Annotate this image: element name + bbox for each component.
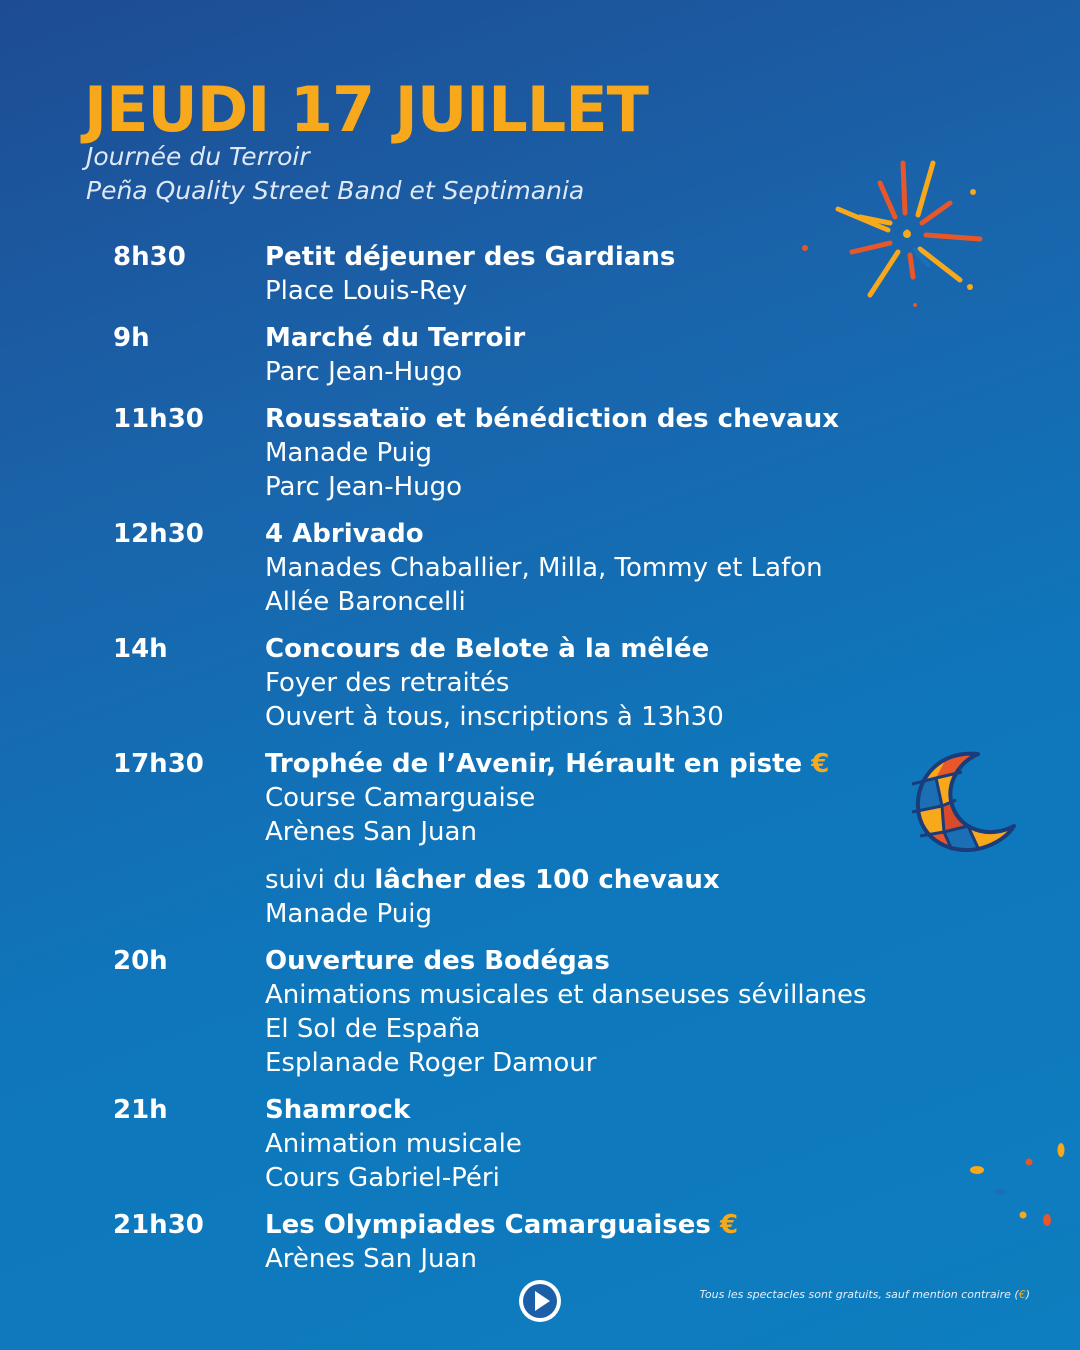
event-location: Arènes San Juan	[265, 1244, 477, 1274]
subtitle-theme: Journée du Terroir	[86, 142, 310, 171]
event-detail: Ouvert à tous, inscriptions à 13h30	[265, 702, 724, 732]
event-item	[0, 632, 1080, 734]
event-time: 9h	[113, 323, 150, 353]
page-title: JEUDI 17 JUILLET	[84, 73, 648, 146]
event-item	[0, 240, 1080, 308]
followup-detail: Manade Puig	[265, 899, 432, 929]
event-title: Petit déjeuner des Gardians	[265, 242, 676, 272]
event-item	[0, 1208, 1080, 1276]
event-location: Foyer des retraités	[265, 668, 510, 698]
footer-note-end: )	[1025, 1288, 1030, 1301]
event-time: 14h	[113, 634, 168, 664]
footer-note	[700, 1288, 1030, 1301]
event-item	[0, 517, 1080, 619]
event-detail: Animation musicale	[265, 1129, 522, 1159]
event-title: Trophée de l’Avenir, Hérault en piste	[265, 749, 803, 779]
paid-euro-icon: €	[811, 749, 830, 779]
footer-euro: €	[1018, 1288, 1026, 1301]
event-time: 17h30	[113, 749, 204, 779]
event-title: Ouverture des Bodégas	[265, 946, 610, 976]
event-location: Cours Gabriel-Péri	[265, 1163, 500, 1193]
event-detail: Course Camarguaise	[265, 783, 536, 813]
event-location: Parc Jean-Hugo	[265, 357, 463, 387]
paid-euro-icon: €	[719, 1210, 739, 1240]
event-item	[0, 1093, 1080, 1195]
event-time: 21h	[113, 1095, 168, 1125]
event-location: Esplanade Roger Damour	[265, 1048, 597, 1078]
event-item	[0, 402, 1080, 504]
event-location: Place Louis-Rey	[265, 276, 468, 306]
event-time: 21h30	[113, 1210, 204, 1240]
event-title-row	[265, 1208, 1080, 1242]
event-location: Arènes San Juan	[265, 817, 477, 847]
event-time: 12h30	[113, 519, 204, 549]
event-title: 4 Abrivado	[265, 519, 424, 549]
event-title: Shamrock	[265, 1095, 411, 1125]
confetti-icon	[960, 1135, 1070, 1235]
followup-title-row	[265, 863, 1080, 897]
event-title: Concours de Belote à la mêlée	[265, 634, 710, 664]
play-button-icon[interactable]	[518, 1279, 562, 1323]
footer-note-text: Tous les spectacles sont gratuits, sauf mention contraire (	[699, 1288, 1019, 1301]
event-time: 11h30	[113, 404, 204, 434]
event-detail: Animations musicales et danseuses sévillanes	[265, 980, 867, 1010]
event-time: 20h	[113, 946, 168, 976]
event-time: 8h30	[113, 242, 186, 272]
event-detail: Manade Puig	[265, 438, 432, 468]
event-title: Marché du Terroir	[265, 323, 526, 353]
event-title: Roussataïo et bénédiction des chevaux	[265, 404, 839, 434]
event-location: Parc Jean-Hugo	[265, 472, 463, 502]
event-detail: Manades Chaballier, Milla, Tommy et Lafon	[265, 553, 823, 583]
event-location: Allée Baroncelli	[265, 587, 466, 617]
event-title: Les Olympiades Camarguaises	[265, 1210, 711, 1240]
followup-title: lâcher des 100 chevaux	[374, 865, 720, 895]
event-item	[0, 944, 1080, 1080]
followup-prefix: suivi du	[265, 865, 367, 895]
event-detail: El Sol de España	[265, 1014, 481, 1044]
subtitle-bands: Peña Quality Street Band et Septimania	[86, 176, 585, 205]
event-item	[0, 321, 1080, 389]
crescent-moon-icon	[912, 748, 1018, 858]
